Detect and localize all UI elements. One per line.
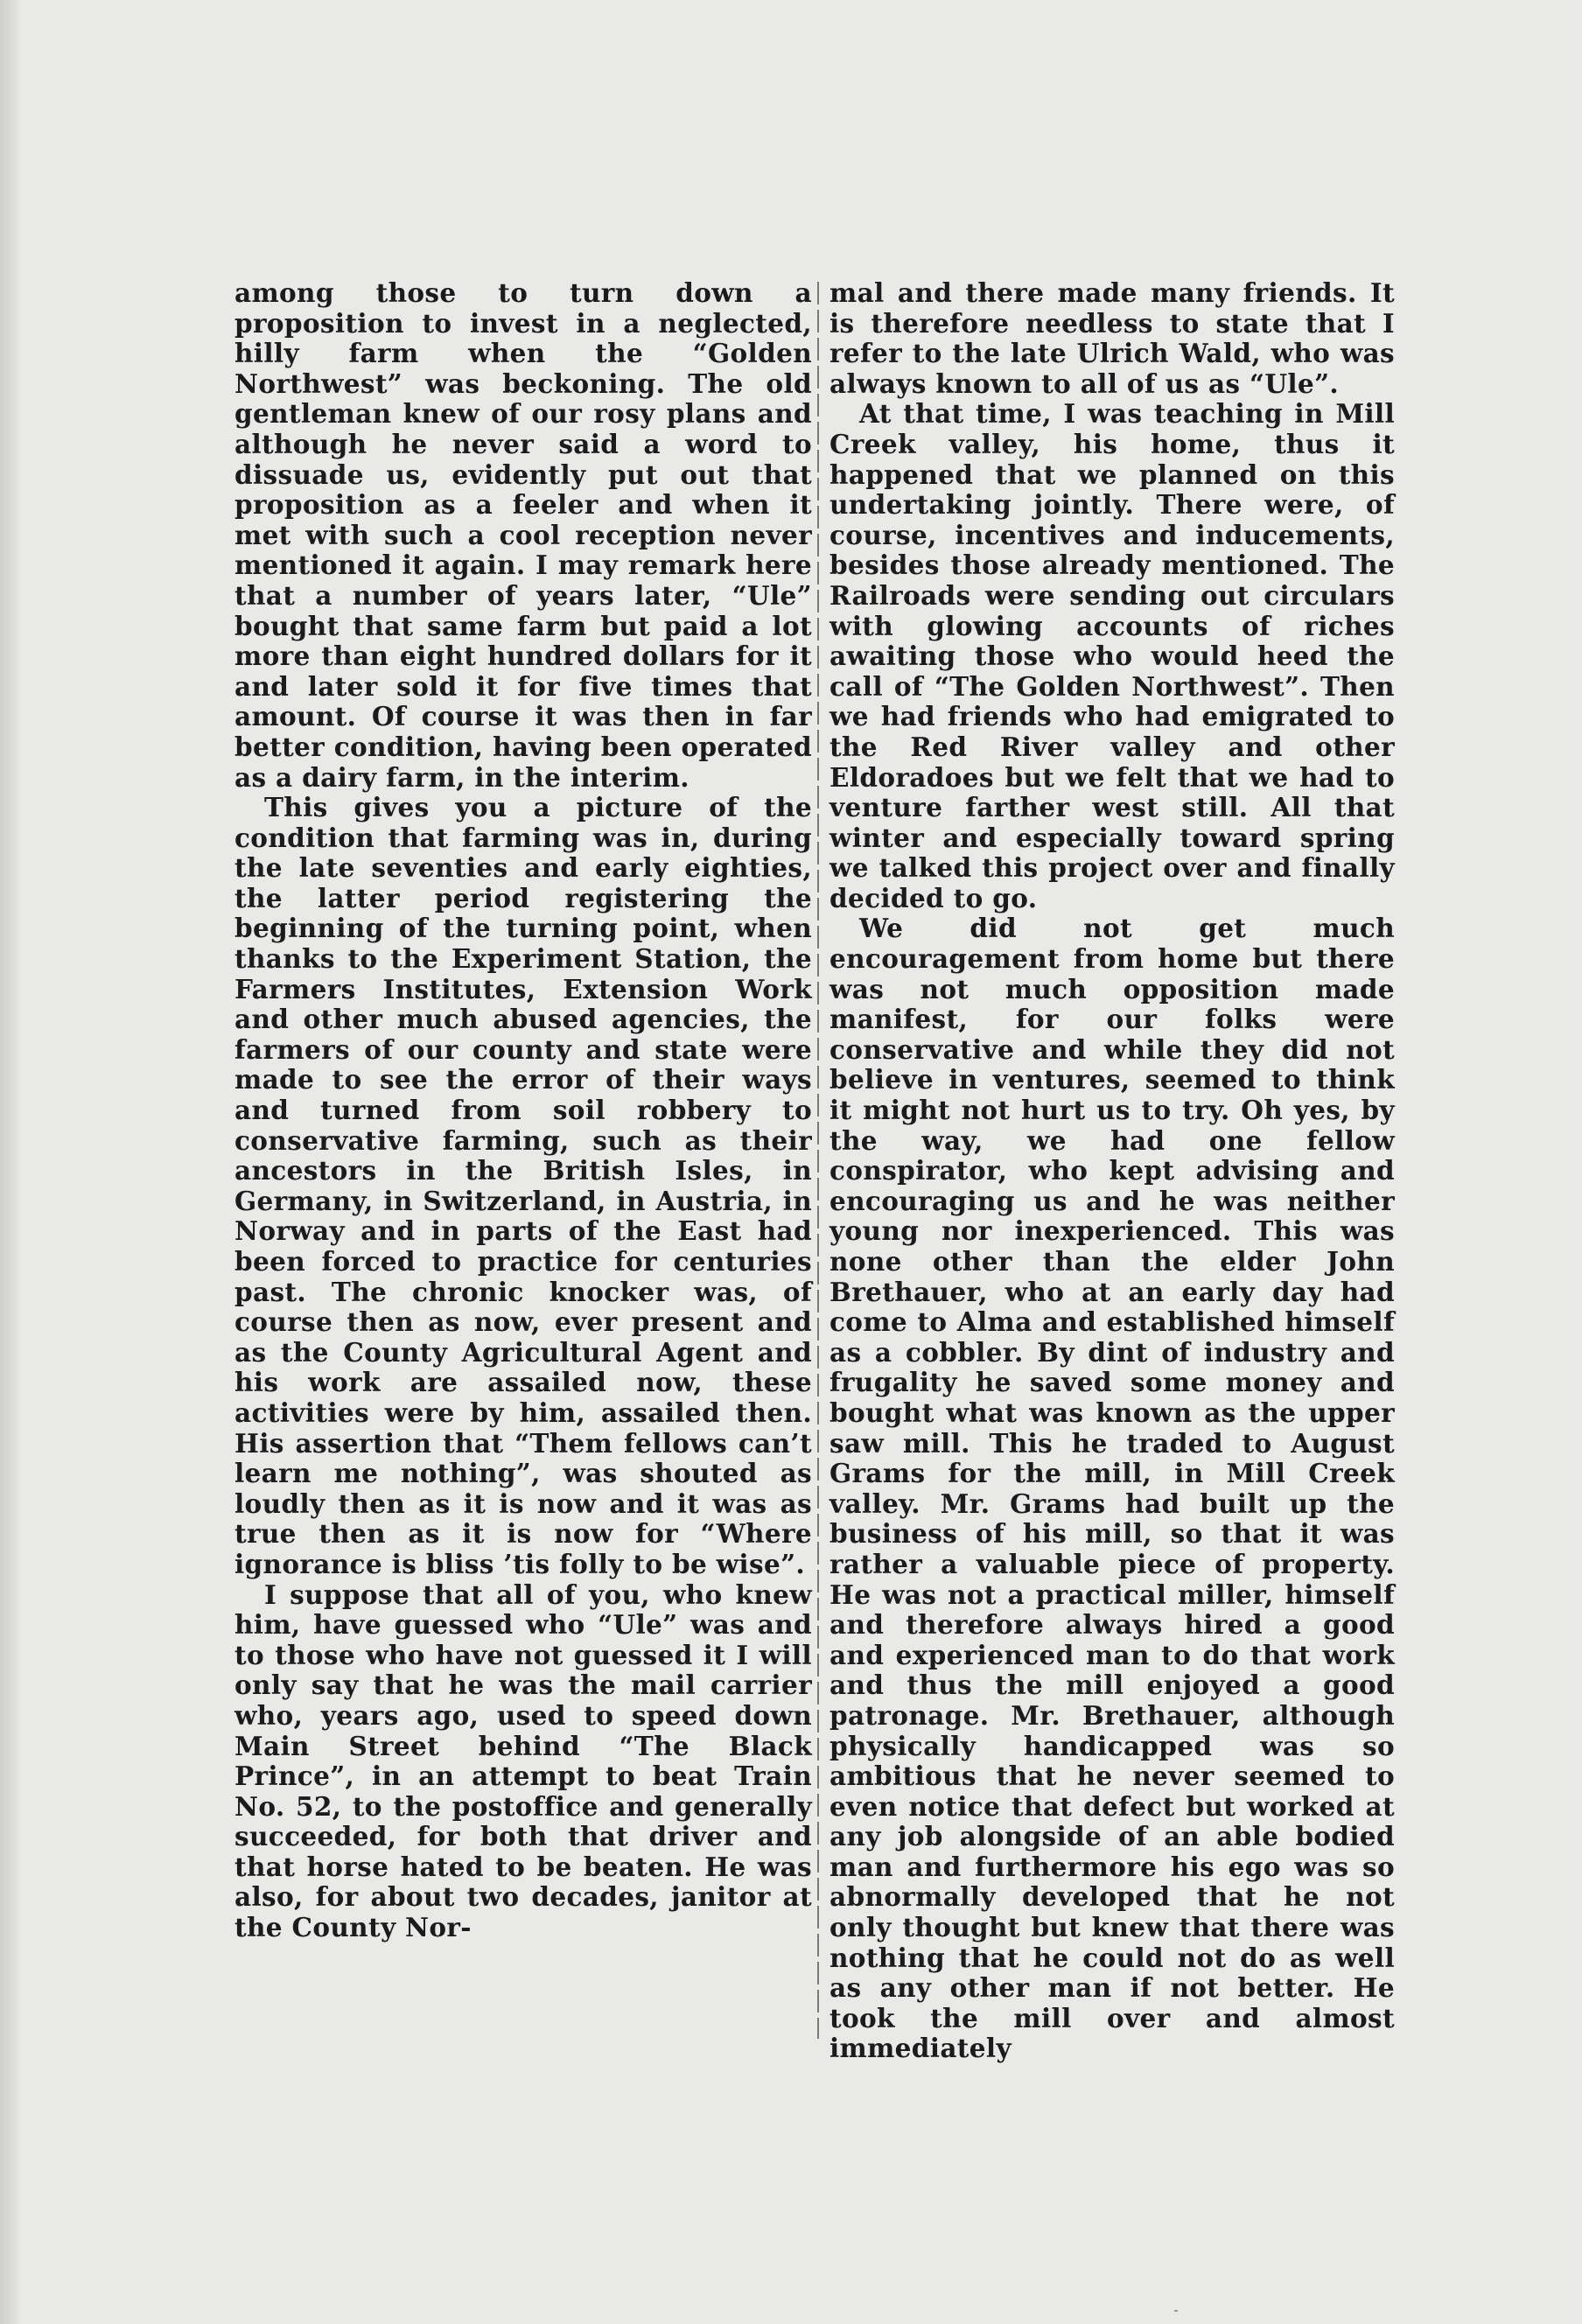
paragraph: I suppose that all of you, who knew him, have guessed who “Ule” was and to those who have not guessed it I will only say that he was the mail carrier who, years ago, used to speed down Main Street behind “The Black Prince”, in an attempt to beat Train No. 52, to the postoffice and generally succeeded, for both that driver and that horse hated to be beaten. He was also, for about two decades, janitor at the County Nor- xyxy=(234,1578,812,1943)
scan-speck xyxy=(1174,2310,1178,2312)
paragraph: mal and there made many friends. It is therefore needless to state that I refer to the late Ulrich Wald, who was always known to all of us as “Ule”. xyxy=(830,277,1395,399)
paragraph: among those to turn down a proposition to invest in a neglected, hilly farm when the “Golden Northwest” was beckoning. The old gentleman knew of our rosy plans and although he never said a word to dissuade us, evidently put out that proposition as a feeler and when it met with such a cool reception never mentioned it again. I may remark here that a number of years later, “Ule” bought that same farm but paid a lot more than eight hundred dollars for it and later sold it for five times that amount. Of course it was then in far better condition, having been operated as a dairy farm, in the interim. xyxy=(234,277,812,793)
left-text-column xyxy=(234,278,812,1943)
paragraph: At that time, I was teaching in Mill Creek valley, his home, thus it happened that we planned on this undertaking jointly. There were, of course, incentives and inducements, besides those already mentioned. The Railroads were sending out circulars with glowing accounts of riches awaiting those who would heed the call of “The Golden Northwest”. Then we had friends who had emigrated to the Red River valley and other Eldoradoes but we felt that we had to venture farther west still. All that winter and especially toward spring we talked this project over and finally decided to go. xyxy=(830,398,1395,914)
page-edge-shadow xyxy=(0,0,21,2324)
right-text-column xyxy=(830,278,1395,2064)
paragraph: We did not get much encouragement from home but there was not much opposition made manifest, for our folks were conservative and while they did not believe in ventures, seemed to think it might not hurt us to try. Oh yes, by the way, we had one fellow conspirator, who kept advising and encouraging us and he was neither young nor inexperienced. This was none other than the elder John Brethauer, who at an early day had come to Alma and established himself as a cobbler. By dint of industry and frugality he saved some money and bought what was known as the upper saw mill. This he traded to August Grams for the mill, in Mill Creek valley. Mr. Grams had built up the business of his mill, so that it was rather a valuable piece of property. He was not a practical miller, himself and therefore always hired a good and experienced man to do that work and thus the mill enjoyed a good patronage. Mr. Brethauer, although physically handicapped was so ambitious that he never seemed to even notice that defect but worked at any job alongside of an able bodied man and furthermore his ego was so abnormally developed that he not only thought but knew that there was nothing that he could not do as well as any other man if not better. He took the mill over and almost immediately xyxy=(830,913,1395,2064)
paragraph: This gives you a picture of the condition that farming was in, during the late seventies and early eighties, the latter period registering the beginning of the turning point, when thanks to the Experiment Station, the Farmers Institutes, Extension Work and other much abused agencies, the farmers of our county and state were made to see the error of their ways and turned from soil robbery to conservative farming, such as their ancestors in the British Isles, in Germany, in Switzerland, in Austria, in Norway and in parts of the East had been forced to practice for centuries past. The chronic knocker was, of course then as now, ever present and as the County Agricultural Agent and his work are assailed now, these activities were by him, assailed then. His assertion that “Them fellows can’t learn me nothing”, was shouted as loudly then as it is now and it was as true then as it is now for “Where ignorance is bliss ’tis folly to be wise”. xyxy=(234,792,812,1579)
column-divider xyxy=(817,282,819,2039)
